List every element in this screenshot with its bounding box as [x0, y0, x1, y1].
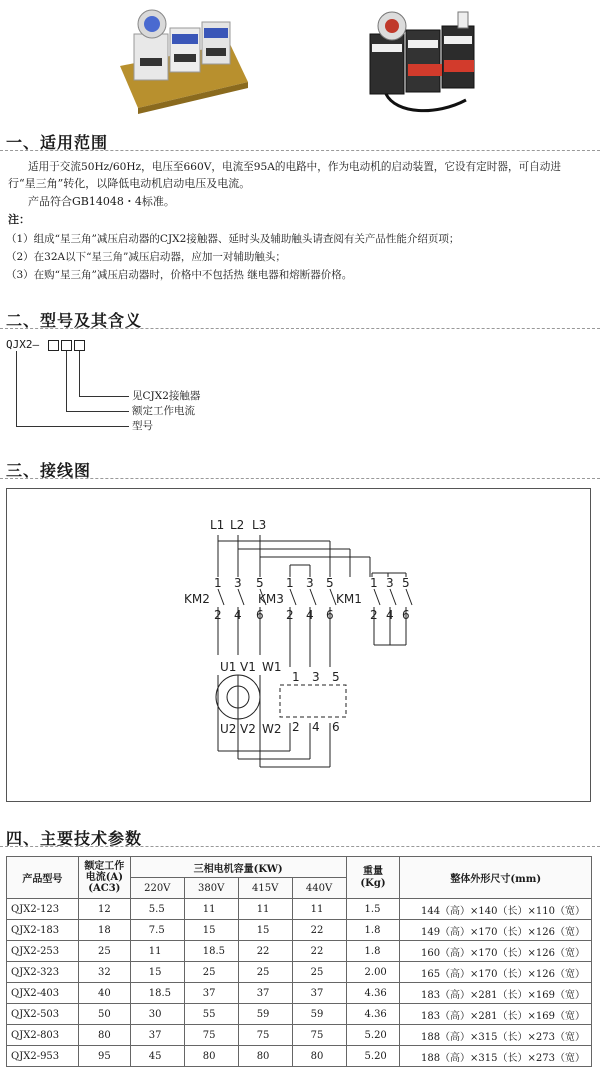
label-current: 额定工作电流	[132, 405, 195, 417]
cell-p220: 15	[130, 962, 184, 983]
motor-v1: V1	[240, 660, 256, 674]
cell-p220: 5.5	[130, 899, 184, 920]
cell-p380: 37	[184, 983, 238, 1004]
cell-dims: 188（高）×315（长）×273（宽）	[400, 1046, 592, 1067]
note-1: （1）组成“星三角”减压启动器的CJX2接触器、延时头及辅助触头请查阅有关产品性能介绍页项；	[6, 233, 460, 245]
cell-p380: 25	[184, 962, 238, 983]
cell-p220: 11	[130, 941, 184, 962]
cell-p380: 18.5	[184, 941, 238, 962]
cell-dims: 149（高）×170（长）×126（宽）	[400, 920, 592, 941]
label-model: 型号	[132, 420, 153, 432]
cell-p440: 80	[292, 1046, 346, 1067]
cell-current: 95	[78, 1046, 130, 1067]
km1-terminal-5: 5	[402, 576, 410, 590]
cell-dims: 144（高）×140（长）×110（宽）	[400, 899, 592, 920]
section3-rule	[0, 478, 600, 479]
cell-model: QJX2-403	[7, 983, 79, 1004]
cell-current: 80	[78, 1025, 130, 1046]
cell-p220: 30	[130, 1004, 184, 1025]
box-terminal-6: 6	[332, 720, 340, 734]
cell-p415: 25	[238, 962, 292, 983]
cell-p380: 80	[184, 1046, 238, 1067]
km2-terminal-4: 4	[234, 608, 242, 622]
header-weight: 重量 (Kg)	[346, 857, 400, 899]
phase-label-l3: L3	[252, 518, 267, 532]
phase-label-l2: L2	[230, 518, 245, 532]
cell-p415: 59	[238, 1004, 292, 1025]
cell-p415: 22	[238, 941, 292, 962]
cell-weight: 4.36	[346, 983, 400, 1004]
section1-rule	[0, 150, 600, 151]
leader-v-1	[16, 351, 17, 426]
starter-photo-left	[112, 4, 252, 122]
cell-current: 32	[78, 962, 130, 983]
cell-dims: 183（高）×281（长）×169（宽）	[400, 983, 592, 1004]
table-row	[7, 1025, 592, 1046]
cell-dims: 165（高）×170（长）×126（宽）	[400, 962, 592, 983]
cell-model: QJX2-953	[7, 1046, 79, 1067]
cell-p440: 37	[292, 983, 346, 1004]
note-label: 注：	[8, 213, 30, 226]
box-terminal-2: 2	[292, 720, 300, 734]
section4-title: 四、主要技术参数	[6, 829, 143, 848]
cell-dims: 188（高）×315（长）×273（宽）	[400, 1025, 592, 1046]
section1-line-3: 产品符合GB14048・4标准。	[28, 195, 175, 208]
cell-weight: 5.20	[346, 1046, 400, 1067]
table-row	[7, 983, 592, 1004]
motor-w1: W1	[262, 660, 282, 674]
note-3: （3）在购“星三角”减压启动器时，价格中不包括热 继电器和熔断器价格。	[6, 269, 353, 281]
cell-current: 40	[78, 983, 130, 1004]
table-row	[7, 962, 592, 983]
km3-terminal-4: 4	[306, 608, 314, 622]
wiring-diagram	[180, 515, 420, 775]
cell-model: QJX2-503	[7, 1004, 79, 1025]
box-terminal-1: 1	[292, 670, 300, 684]
cell-model: QJX2-803	[7, 1025, 79, 1046]
cell-p440: 75	[292, 1025, 346, 1046]
cell-p415: 80	[238, 1046, 292, 1067]
cell-model: QJX2-183	[7, 920, 79, 941]
header-dims: 整体外形尺寸(mm)	[400, 857, 592, 899]
section3-title: 三、接线图	[6, 461, 92, 480]
cell-weight: 4.36	[346, 1004, 400, 1025]
leader-h-2	[66, 411, 129, 412]
section1-line-2: 行“星三角”转化，以降低电动机启动电压及电流。	[8, 177, 251, 190]
section4-rule	[0, 846, 600, 847]
cell-weight: 1.8	[346, 941, 400, 962]
table-row	[7, 1004, 592, 1025]
leader-h-3	[79, 396, 129, 397]
header-415v: 415V	[238, 878, 292, 899]
note-2: （2）在32A以下“星三角”减压启动器，应加一对辅助触头；	[6, 251, 286, 263]
section2-rule	[0, 328, 600, 329]
box-terminal-3: 3	[312, 670, 320, 684]
leader-h-1	[16, 426, 129, 427]
motor-u2: U2	[220, 722, 237, 736]
km3-terminal-6: 6	[326, 608, 334, 622]
cell-p220: 7.5	[130, 920, 184, 941]
cell-model: QJX2-123	[7, 899, 79, 920]
header-220v: 220V	[130, 878, 184, 899]
km2-terminal-3: 3	[234, 576, 242, 590]
motor-w2: W2	[262, 722, 282, 736]
model-box-3	[74, 340, 85, 351]
section1-line-1: 适用于交流50Hz/60Hz，电压至660V，电流至95A的电路中，作为电动机的启动装置，它设有定时器，可自动进	[28, 161, 561, 173]
leader-v-2	[66, 351, 67, 411]
cell-p440: 22	[292, 920, 346, 941]
table-row	[7, 941, 592, 962]
model-prefix: QJX2—	[6, 338, 40, 351]
leader-v-3	[79, 351, 80, 396]
cell-p380: 75	[184, 1025, 238, 1046]
cell-model: QJX2-253	[7, 941, 79, 962]
km3-terminal-3: 3	[306, 576, 314, 590]
km3-terminal-1: 1	[286, 576, 294, 590]
cell-weight: 5.20	[346, 1025, 400, 1046]
cell-p415: 75	[238, 1025, 292, 1046]
section1-title: 一、适用范围	[6, 133, 109, 152]
phase-label-l1: L1	[210, 518, 225, 532]
header-current: 额定工作 电流(A) (AC3)	[78, 857, 130, 899]
cell-model: QJX2-323	[7, 962, 79, 983]
cell-p220: 45	[130, 1046, 184, 1067]
table-row	[7, 920, 592, 941]
model-box-2	[61, 340, 72, 351]
cell-dims: 183（高）×281（长）×169（宽）	[400, 1004, 592, 1025]
cell-p380: 55	[184, 1004, 238, 1025]
cell-weight: 1.5	[346, 899, 400, 920]
cell-p220: 18.5	[130, 983, 184, 1004]
km2-terminal-6: 6	[256, 608, 264, 622]
km2-terminal-1: 1	[214, 576, 222, 590]
km3-label: KM3	[258, 592, 284, 606]
km3-terminal-2: 2	[286, 608, 294, 622]
cell-p415: 11	[238, 899, 292, 920]
cell-p380: 15	[184, 920, 238, 941]
box-terminal-4: 4	[312, 720, 320, 734]
km1-terminal-4: 4	[386, 608, 394, 622]
section2-title: 二、型号及其含义	[6, 311, 143, 330]
cell-current: 25	[78, 941, 130, 962]
cell-p440: 59	[292, 1004, 346, 1025]
cell-current: 18	[78, 920, 130, 941]
header-capacity: 三相电机容量(KW)	[130, 857, 346, 878]
label-cjx2: 见CJX2接触器	[132, 390, 201, 402]
header-440v: 440V	[292, 878, 346, 899]
cell-current: 50	[78, 1004, 130, 1025]
table-row	[7, 899, 592, 920]
header-380v: 380V	[184, 878, 238, 899]
cell-current: 12	[78, 899, 130, 920]
cell-p440: 22	[292, 941, 346, 962]
km1-terminal-1: 1	[370, 576, 378, 590]
table-row	[7, 1046, 592, 1067]
km1-terminal-2: 2	[370, 608, 378, 622]
km2-label: KM2	[184, 592, 210, 606]
spec-table	[6, 856, 592, 1067]
cell-dims: 160（高）×170（长）×126（宽）	[400, 941, 592, 962]
cell-p220: 37	[130, 1025, 184, 1046]
model-box-1	[48, 340, 59, 351]
cell-weight: 1.8	[346, 920, 400, 941]
cell-p440: 11	[292, 899, 346, 920]
km1-label: KM1	[336, 592, 362, 606]
cell-p415: 15	[238, 920, 292, 941]
cell-p380: 11	[184, 899, 238, 920]
km2-terminal-5: 5	[256, 576, 264, 590]
km2-terminal-2: 2	[214, 608, 222, 622]
cell-p440: 25	[292, 962, 346, 983]
motor-u1: U1	[220, 660, 237, 674]
motor-v2: V2	[240, 722, 256, 736]
km1-terminal-3: 3	[386, 576, 394, 590]
box-terminal-5: 5	[332, 670, 340, 684]
starter-photo-right	[356, 4, 496, 122]
cell-p415: 37	[238, 983, 292, 1004]
km1-terminal-6: 6	[402, 608, 410, 622]
header-model: 产品型号	[7, 857, 79, 899]
cell-weight: 2.00	[346, 962, 400, 983]
km3-terminal-5: 5	[326, 576, 334, 590]
